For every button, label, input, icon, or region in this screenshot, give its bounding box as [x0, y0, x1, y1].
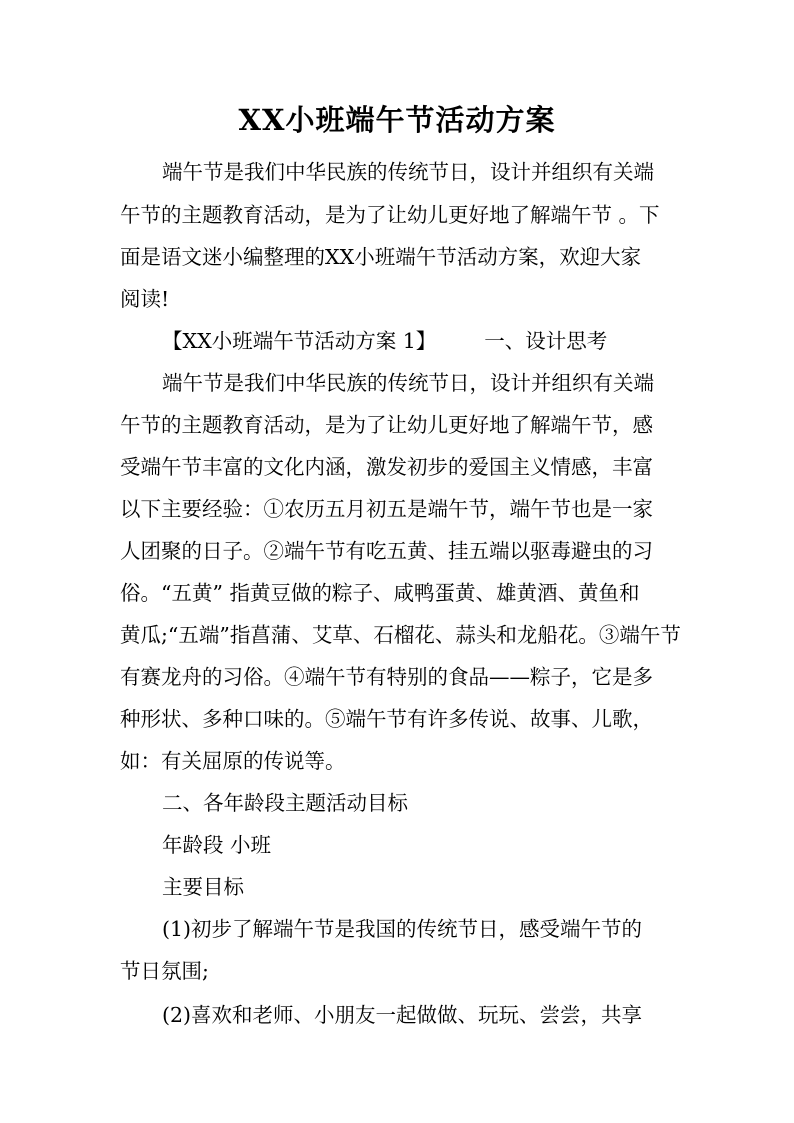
goals-heading: 二、各年龄段主题活动目标	[162, 791, 408, 815]
age-group: 年龄段 小班	[162, 833, 272, 857]
goal-line: (2)喜欢和老师、小朋友一起做做、玩玩、尝尝，共享	[162, 1003, 643, 1027]
body-line: 有赛龙舟的习俗。④端午节有特别的食品——粽子，它是多	[120, 665, 653, 689]
intro-line: 阅读!	[120, 287, 170, 311]
intro-line: 端午节是我们中华民族的传统节日，设计并组织有关端	[162, 160, 654, 184]
body-line: 如：有关屈原的传说等。	[120, 749, 346, 773]
body-line: 人团聚的日子。②端午节有吃五黄、挂五端以驱毒避虫的习	[120, 539, 653, 563]
intro-line: 午节的主题教育活动，是为了让幼儿更好地了解端午节 。下	[120, 203, 660, 227]
body-line: 端午节是我们中华民族的传统节日，设计并组织有关端	[162, 371, 654, 395]
section-heading	[162, 327, 607, 355]
goal-line: (1)初步了解端午节是我国的传统节日，感受端午节的	[162, 917, 643, 941]
document-title: XX小班端午节活动方案	[238, 103, 556, 137]
main-goals-heading: 主要目标	[162, 875, 244, 899]
section-heading-bracket: 【XX小班端午节活动方案 1】	[162, 329, 437, 353]
body-line: 午节的主题教育活动，是为了让幼儿更好地了解端午节，感	[120, 413, 653, 437]
body-line: 黄瓜;“五端”指菖蒲、艾草、石榴花、蒜头和龙船花。③端午节	[120, 623, 681, 647]
section-heading-sub: 一、设计思考	[484, 329, 608, 353]
body-line: 种形状、多种口味的。⑤端午节有许多传说、故事、儿歌，	[120, 707, 653, 731]
body-line: 受端午节丰富的文化内涵，激发初步的爱国主义情感，丰富	[120, 455, 653, 479]
goal-line: 节日氛围;	[120, 959, 209, 983]
body-line: 俗。“五黄” 指黄豆做的粽子、咸鸭蛋黄、雄黄酒、黄鱼和	[120, 581, 640, 605]
intro-line: 面是语文迷小编整理的XX小班端午节活动方案，欢迎大家	[120, 245, 642, 269]
body-line: 以下主要经验：①农历五月初五是端午节，端午节也是一家	[120, 497, 653, 521]
